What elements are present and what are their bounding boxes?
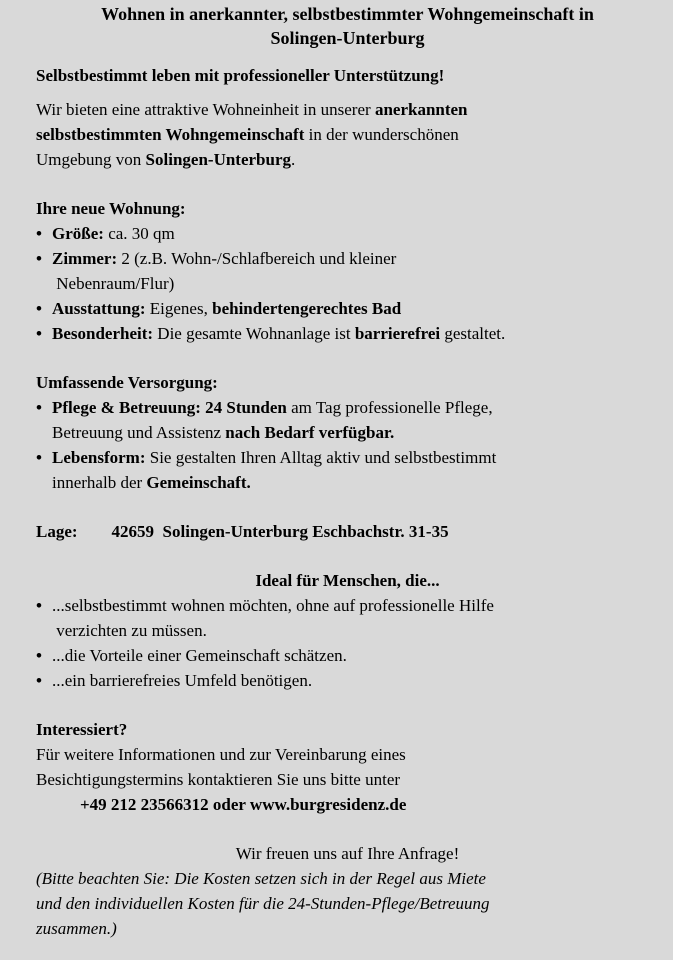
text-segment: innerhalb der [52, 473, 147, 492]
text-segment: zusammen.) [36, 919, 117, 938]
bullet-icon: • [36, 224, 42, 243]
text-segment: Wir bieten eine attraktive Wohneinheit in unserer [36, 100, 375, 119]
text-segment: Ihre neue Wohnung: [36, 199, 186, 218]
text-segment: selbstbestimmten Wohngemeinschaft [36, 125, 305, 144]
text-segment: ca. 30 qm [103, 224, 175, 243]
bullet-icon: • [36, 671, 42, 690]
text-segment: . [291, 150, 296, 169]
text-segment: Lebensform: [52, 448, 146, 467]
address-line [36, 519, 659, 544]
text-segment: Nebenraum/Flur) [52, 274, 175, 293]
bullet-lebensform [36, 445, 659, 495]
bullet-icon: • [36, 299, 42, 318]
bullet-ideal-gemeinschaft [36, 643, 659, 668]
bullet-text [52, 593, 659, 643]
text-segment: Betreuung und Assistenz [52, 423, 226, 442]
contact-paragraph [36, 742, 659, 792]
text-segment: in der wunderschönen [304, 125, 459, 144]
bullet-text [52, 445, 659, 495]
ad-title [36, 2, 659, 50]
spacer [36, 544, 659, 568]
bullet-zimmer [36, 246, 659, 296]
bullet-icon: • [36, 324, 42, 343]
text-segment: am Tag professionelle Pflege, [286, 398, 493, 417]
text-segment: Interessiert? [36, 720, 128, 739]
bullet-groesse [36, 221, 659, 246]
bullet-icon: • [36, 398, 42, 417]
bullet-text [52, 221, 659, 246]
text-segment: Die gesamte Wohnanlage ist [153, 324, 355, 343]
spacer [36, 172, 659, 196]
bullet-text [52, 395, 659, 445]
text-segment: barrierefrei [354, 324, 441, 343]
text-segment: Wir freuen uns auf Ihre Anfrage! [235, 844, 460, 863]
text-segment: Pflege & Betreuung: 24 Stunden [52, 398, 287, 417]
text-segment: 2 (z.B. Wohn-/Schlafbereich und kleiner [117, 249, 397, 268]
bullet-text [52, 668, 659, 693]
document-body [36, 2, 659, 941]
text-segment: verzichten zu müssen. [52, 621, 207, 640]
text-segment: Für weitere Informationen und zur Vereinbarung eines [36, 745, 406, 764]
text-segment: Ideal für Menschen, die... [255, 571, 440, 590]
text-segment: (Bitte beachten Sie: Die Kosten setzen sich in der Regel aus Miete [36, 869, 486, 888]
text-segment: Umfassende Versorgung: [36, 373, 218, 392]
text-segment: Selbstbestimmt leben mit professioneller Unterstützung! [36, 66, 445, 85]
bullet-icon: • [36, 646, 42, 665]
text-segment: +49 212 23566312 oder www.burgresidenz.de [80, 795, 407, 814]
cost-note [36, 866, 659, 941]
text-segment: Eigenes, [145, 299, 213, 318]
text-segment: behindertengerechtes Bad [212, 299, 402, 318]
text-segment: Zimmer: [52, 249, 118, 268]
intro-paragraph [36, 97, 659, 172]
text-segment: Größe: [52, 224, 104, 243]
section-heading-wohnung [36, 196, 659, 221]
bullet-text [52, 246, 659, 296]
lead-line [36, 63, 659, 88]
text-segment: gestaltet. [440, 324, 506, 343]
text-segment: Umgebung von [36, 150, 146, 169]
bullet-text [52, 643, 659, 668]
text-segment: ...ein barrierefreies Umfeld benötigen. [52, 671, 313, 690]
text-segment: Solingen-Unterburg [270, 28, 425, 48]
text-segment: Ausstattung: [52, 299, 146, 318]
section-heading-interessiert [36, 717, 659, 742]
text-segment: ...die Vorteile einer Gemeinschaft schätzen. [52, 646, 347, 665]
text-segment: ...selbstbestimmt wohnen möchten, ohne auf professionelle Hilfe [52, 596, 494, 615]
bullet-icon: • [36, 596, 42, 615]
spacer [36, 346, 659, 370]
text-segment: 42659 Solingen-Unterburg Eschbachstr. 31-35 [77, 522, 449, 541]
bullet-text [52, 321, 659, 346]
text-segment: Besonderheit: [52, 324, 154, 343]
bullet-besonderheit [36, 321, 659, 346]
spacer [36, 817, 659, 841]
text-segment: Sie gestalten Ihren Alltag aktiv und selbstbestimmt [145, 448, 497, 467]
section-heading-versorgung [36, 370, 659, 395]
text-segment: und den individuellen Kosten für die 24-Stunden-Pflege/Betreuung [36, 894, 490, 913]
spacer [36, 495, 659, 519]
text-segment: Wohnen in anerkannter, selbstbestimmter Wohngemeinschaft in [101, 4, 594, 24]
bullet-icon: • [36, 249, 42, 268]
closing-line [36, 841, 659, 866]
text-segment: anerkannten [374, 100, 468, 119]
text-segment: Lage: [36, 522, 78, 541]
text-segment: Gemeinschaft. [146, 473, 251, 492]
bullet-pflege [36, 395, 659, 445]
spacer [36, 50, 659, 63]
contact-details [36, 792, 659, 817]
text-segment: Solingen-Unterburg [145, 150, 292, 169]
section-heading-ideal [36, 568, 659, 593]
text-segment: Besichtigungstermins kontaktieren Sie uns bitte unter [36, 770, 401, 789]
spacer [36, 693, 659, 717]
text-segment: nach Bedarf verfügbar. [225, 423, 395, 442]
bullet-ideal-barrierefrei [36, 668, 659, 693]
bullet-ausstattung [36, 296, 659, 321]
bullet-ideal-selbstbestimmt [36, 593, 659, 643]
bullet-icon: • [36, 448, 42, 467]
bullet-text [52, 296, 659, 321]
